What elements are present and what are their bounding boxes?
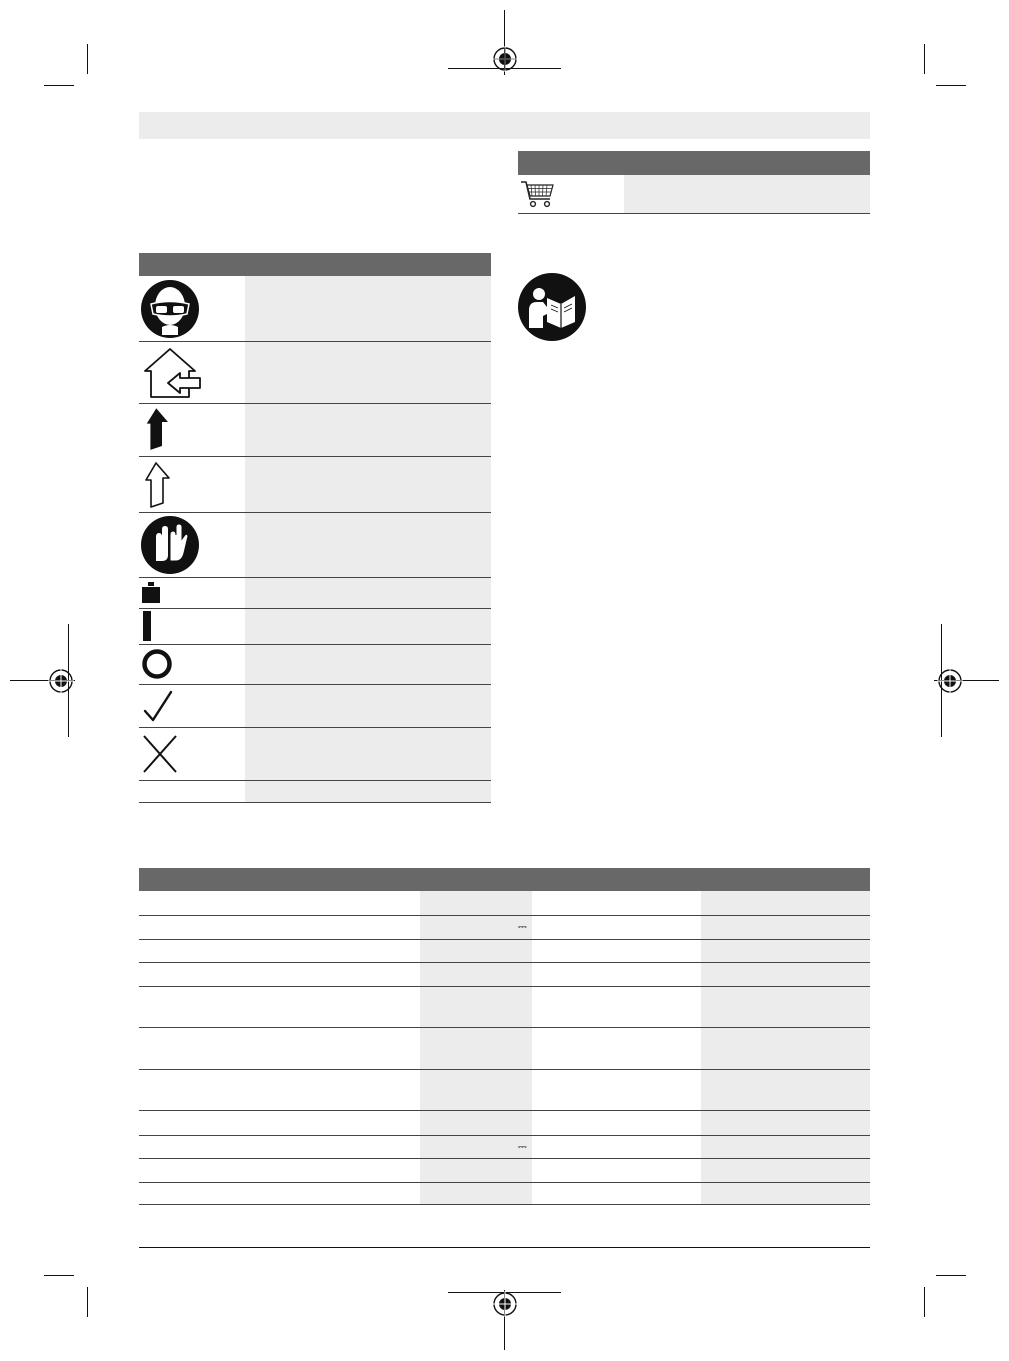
house-arrow-icon: [140, 345, 202, 401]
accessories-table-header: [518, 151, 870, 175]
symbols-row-rule: [139, 802, 491, 803]
symbols-row-rule: [139, 644, 491, 645]
symbol-row-text: [245, 728, 491, 780]
registration-mark-icon: [937, 668, 963, 694]
check-mark-icon: [142, 689, 174, 723]
tech-row-rule: [139, 915, 870, 916]
symbols-row-rule: [139, 608, 491, 609]
safety-goggles-icon: [140, 279, 200, 339]
registration-mark-icon: [48, 668, 74, 694]
tech-table-header: [139, 868, 870, 891]
symbol-row-text: [245, 578, 491, 608]
symbols-row-rule: [139, 403, 491, 404]
symbol-row-text: [245, 781, 491, 802]
symbol-row-text: [245, 342, 491, 403]
symbols-row-rule: [139, 780, 491, 781]
symbol-row-text: [245, 685, 491, 727]
symbol-row-text: [245, 276, 491, 341]
symbol-row-text: [245, 404, 491, 456]
symbols-row-rule: [139, 684, 491, 685]
symbol-row-text: [245, 645, 491, 684]
tech-row-rule: [139, 1182, 870, 1183]
symbols-table-header: [139, 253, 491, 276]
tech-row-rule: [139, 1027, 870, 1028]
page-footer-rule: [139, 1247, 870, 1248]
symbols-row-rule: [139, 456, 491, 457]
symbol-row-text: [245, 609, 491, 644]
cross-mark-icon: [140, 732, 182, 776]
protective-gloves-icon: [140, 515, 200, 575]
registration-mark-icon: [492, 46, 518, 72]
tech-row-rule: [139, 1135, 870, 1136]
tech-row-rule: [139, 1110, 870, 1111]
tech-row-rule: [139, 986, 870, 987]
accessories-table-rule: [518, 213, 870, 214]
filled-arrow-up-icon: [142, 406, 174, 452]
symbol-row-text: [245, 457, 491, 512]
weight-icon: [141, 582, 161, 604]
outline-arrow-up-icon: [142, 461, 174, 509]
read-manual-icon: [517, 272, 587, 342]
symbols-row-rule: [139, 341, 491, 342]
accessories-row-text: [624, 175, 870, 213]
tech-row-rule: [139, 1204, 870, 1205]
registration-mark-icon: [492, 1291, 518, 1317]
tech-row-rule: [139, 962, 870, 963]
shopping-cart-icon: [520, 179, 556, 209]
dc-symbol-icon: ⎓: [518, 920, 527, 933]
manual-notice-text: [596, 276, 870, 336]
symbols-row-rule: [139, 727, 491, 728]
symbol-row-text: [245, 513, 491, 577]
tech-row-rule: [139, 939, 870, 940]
page-header-bar: [139, 112, 870, 139]
tech-row-rule: [139, 1069, 870, 1070]
tech-row-rule: [139, 1158, 870, 1159]
symbols-row-rule: [139, 577, 491, 578]
on-bar-icon: [141, 611, 153, 641]
dc-symbol-icon: ⎓: [518, 1140, 527, 1153]
symbols-row-rule: [139, 512, 491, 513]
off-circle-icon: [141, 648, 173, 680]
